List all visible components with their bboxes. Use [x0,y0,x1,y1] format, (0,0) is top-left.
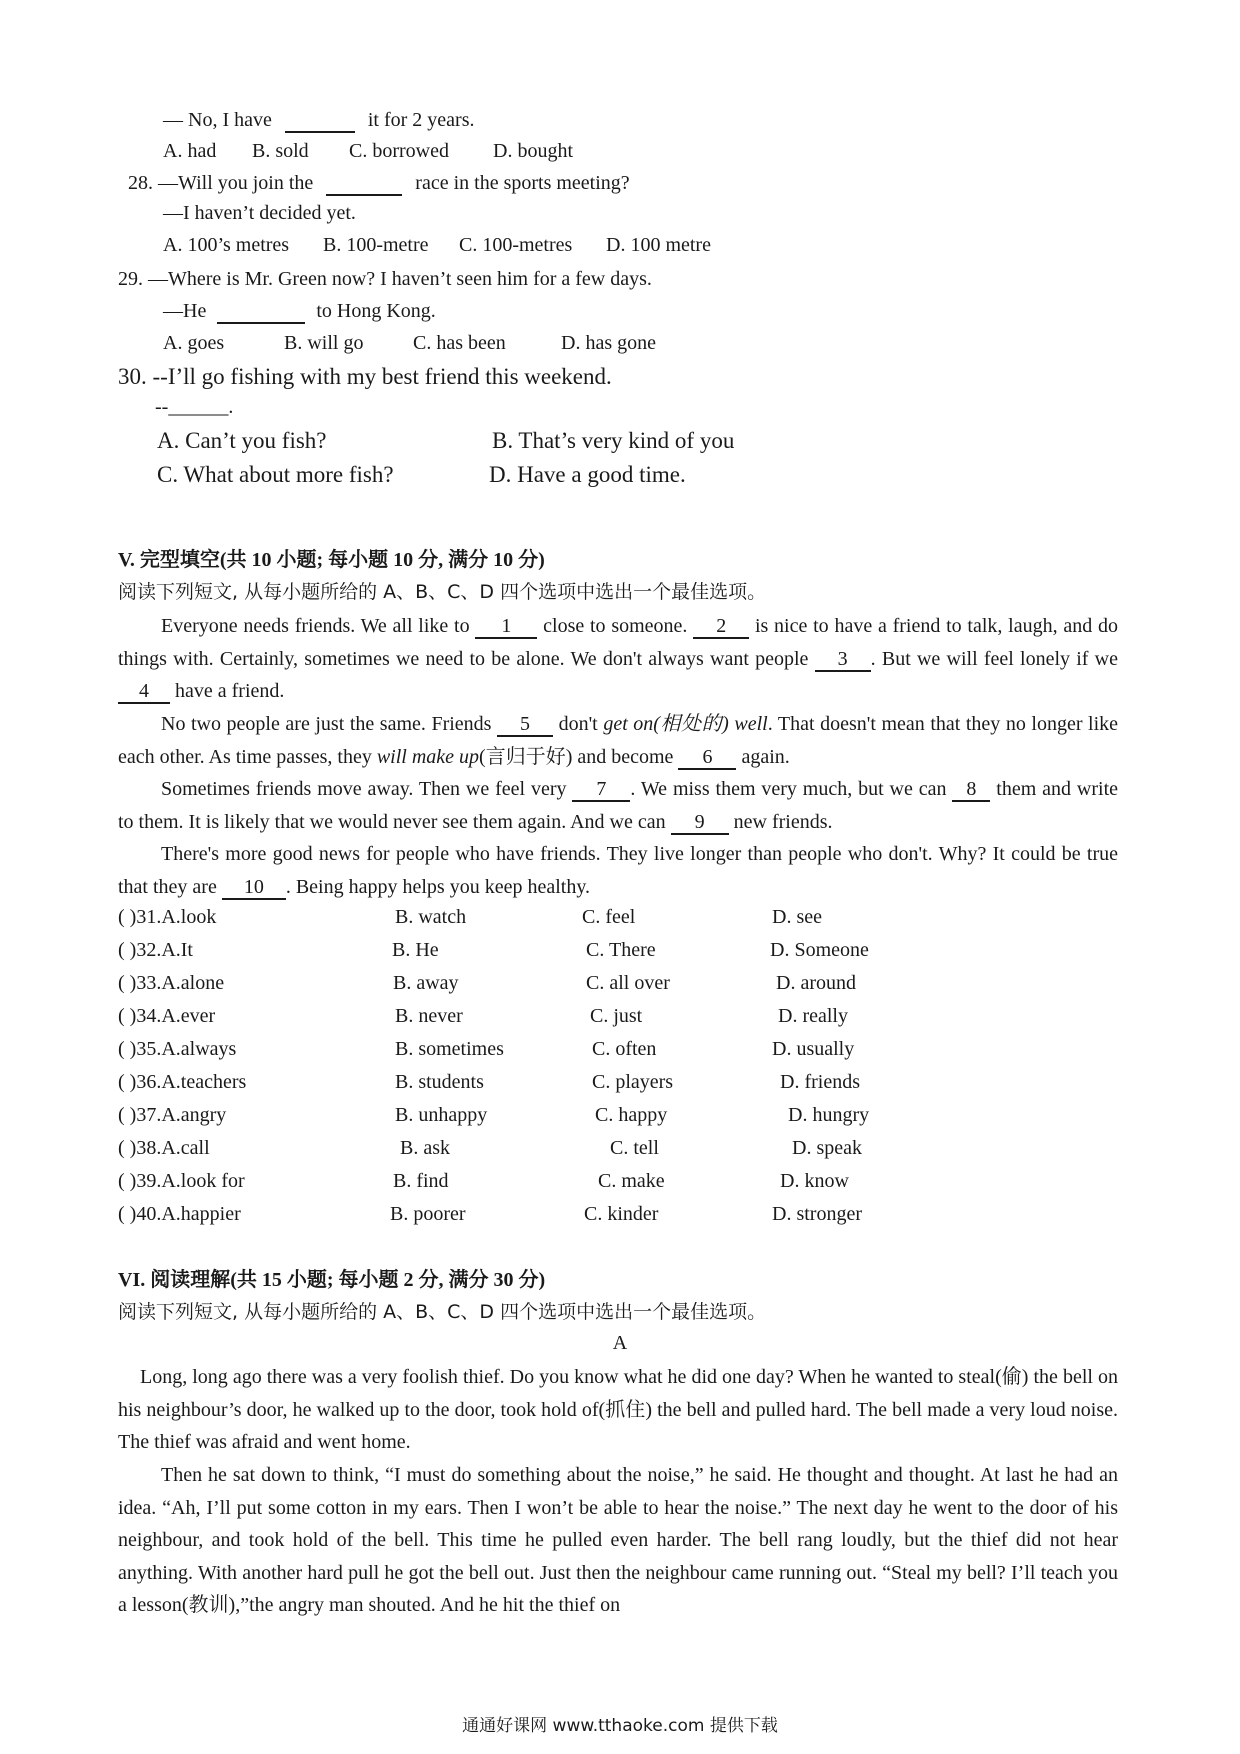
q28-option-b[interactable]: B. 100-metre [323,234,429,256]
question-35-a[interactable]: ( )35.A.always [118,1038,237,1060]
question-row-35 [118,1034,1018,1064]
q29-option-c[interactable]: C. has been [413,332,506,354]
question-37-c[interactable]: C. happy [595,1104,668,1126]
question-40-d[interactable]: D. stronger [772,1203,862,1225]
question-37-b[interactable]: B. unhappy [395,1104,488,1126]
question-31-c[interactable]: C. feel [582,906,636,928]
question-38-d[interactable]: D. speak [792,1137,862,1159]
question-33-a[interactable]: ( )33.A.alone [118,972,225,994]
q27-option-b[interactable]: B. sold [252,140,309,162]
q27-answer-line [163,105,475,135]
question-row-31 [118,902,1018,932]
q29-option-a[interactable]: A. goes [163,332,225,354]
question-32-b[interactable]: B. He [392,939,439,961]
cloze-paragraph-3: Sometimes friends move away. Then we feel very 7 . We miss them very much, but we can 8 them and write to them. It is likely that we would never see them again. And we can 9 new friends. [118,778,1119,833]
question-33-d[interactable]: D. around [776,972,856,994]
q29-options [163,328,763,358]
question-38-b[interactable]: B. ask [400,1137,450,1159]
question-36-b[interactable]: B. students [395,1071,484,1093]
q30-option-d[interactable]: D. Have a good time. [489,462,686,487]
q28-option-d[interactable]: D. 100 metre [606,234,711,256]
q30-option-c[interactable]: C. What about more fish? [157,462,394,487]
q28-blank[interactable] [326,172,402,196]
q28-reply: —I haven’t decided yet. [163,202,356,224]
question-32-d[interactable]: D. Someone [770,939,869,961]
question-row-40 [118,1199,1018,1229]
question-40-b[interactable]: B. poorer [390,1203,466,1225]
q30-reply: --______. [155,396,234,418]
q29-option-d[interactable]: D. has gone [561,332,656,354]
question-38-a[interactable]: ( )38.A.call [118,1137,210,1159]
question-row-38 [118,1133,1018,1163]
question-31-b[interactable]: B. watch [395,906,467,928]
question-33-b[interactable]: B. away [393,972,459,994]
reading-paragraph-2: Then he sat down to think, “I must do something about the noise,” he said. He thought and thought. At last he had an idea. “Ah, I’ll put some cotton in my ears. Then I won’t be able to hear the noise.” The next day he went to the door of his neighbour, and took hold of the bell. This time he pulled even harder. The bell rang loudly, but the thief did not hear anything. With another hard pull he got the bell out. Just then the neighbour came running out. “Steal my bell? I’ll teach you a lesson(教训),”the angry man shouted. And he hit the thief on [118,1464,1118,1616]
q28-prompt-prefix: 28. —Will you join the [128,172,314,194]
q27-option-a[interactable]: A. had [163,140,217,162]
q28-prompt-suffix: race in the sports meeting? [415,172,630,194]
q27-option-c[interactable]: C. borrowed [349,140,449,162]
q29-blank[interactable] [217,300,305,324]
question-39-a[interactable]: ( )39.A.look for [118,1170,245,1192]
q28-prompt [128,168,630,198]
q30-prompt: 30. --I’ll go fishing with my best friend this weekend. [118,364,612,389]
section6-instruction: 阅读下列短文, 从每小题所给的 A、B、C、D 四个选项中选出一个最佳选项。 [118,1301,767,1323]
q29-reply-prefix: —He [163,300,207,322]
question-34-a[interactable]: ( )34.A.ever [118,1005,216,1027]
q29-prompt: 29. —Where is Mr. Green now? I haven’t seen him for a few days. [118,268,652,290]
question-row-37 [118,1100,1018,1130]
question-33-c[interactable]: C. all over [586,972,670,994]
footer-source: 通通好课网 www.tthaoke.com 提供下载 [462,1716,778,1736]
question-row-36 [118,1067,1018,1097]
q28-option-a[interactable]: A. 100’s metres [163,234,290,256]
question-39-c[interactable]: C. make [598,1170,665,1192]
question-36-a[interactable]: ( )36.A.teachers [118,1071,247,1093]
question-31-a[interactable]: ( )31.A.look [118,906,217,928]
question-34-b[interactable]: B. never [395,1005,463,1027]
question-row-39 [118,1166,1018,1196]
q28-options [163,230,763,260]
cloze-blank-1[interactable]: 1 [475,615,537,639]
question-31-d[interactable]: D. see [772,906,822,928]
q29-reply [163,296,436,326]
q27-option-d[interactable]: D. bought [493,140,573,162]
section5-instruction: 阅读下列短文, 从每小题所给的 A、B、C、D 四个选项中选出一个最佳选项。 [118,581,767,603]
question-32-c[interactable]: C. There [586,939,656,961]
cloze-blank-2[interactable]: 2 [693,615,749,639]
q27-blank[interactable] [285,109,355,133]
q27-answer-prefix: — No, I have [163,109,272,131]
question-40-a[interactable]: ( )40.A.happier [118,1203,241,1225]
cloze-blank-4[interactable]: 4 [118,680,170,704]
cloze-paragraph-1: Everyone needs friends. We all like to 1 close to someone. 2 is nice to have a friend to talk, laugh, and do things with. Certainly, sometimes we need to be alone. We don't always want people 3 . But we will feel lonely if we 4 have a friend. [118,615,1119,702]
question-32-a[interactable]: ( )32.A.It [118,939,193,961]
q27-options [163,136,663,166]
q29-reply-suffix: to Hong Kong. [316,300,436,322]
cloze-blank-7[interactable]: 7 [572,778,630,802]
passage-title: A [612,1332,628,1354]
cloze-blank-8[interactable]: 8 [952,778,990,802]
question-row-34 [118,1001,1018,1031]
cloze-blank-3[interactable]: 3 [815,648,871,672]
reading-paragraph-1: Long, long ago there was a very foolish thief. Do you know what he did one day? When he wanted to steal(偷) the bell on his neighbour’s door, he walked up to the door, took hold of(抓住) the bell and pulled hard. The bell made a very loud noise. The thief was afraid and went home. [118,1366,1118,1453]
question-36-c[interactable]: C. players [592,1071,674,1093]
question-36-d[interactable]: D. friends [780,1071,860,1093]
cloze-paragraph-4: There's more good news for people who have friends. They live longer than people who don't. Why? It could be true that they are 10 . Being happy helps you keep healthy. [118,843,1118,898]
question-34-d[interactable]: D. really [778,1005,848,1027]
question-37-d[interactable]: D. hungry [788,1104,870,1126]
section5-heading: V. 完型填空(共 10 小题; 每小题 10 分, 满分 10 分) [118,549,545,571]
cloze-blank-6[interactable]: 6 [678,746,736,770]
question-37-a[interactable]: ( )37.A.angry [118,1104,227,1126]
section6-heading: VI. 阅读理解(共 15 小题; 每小题 2 分, 满分 30 分) [118,1269,546,1291]
question-38-c[interactable]: C. tell [610,1137,659,1159]
question-row-33 [118,968,1018,998]
question-34-c[interactable]: C. just [590,1005,643,1027]
question-40-c[interactable]: C. kinder [584,1203,659,1225]
q27-answer-suffix: it for 2 years. [367,109,475,131]
cloze-blank-5[interactable]: 5 [497,713,553,737]
q29-option-b[interactable]: B. will go [284,332,364,354]
question-39-b[interactable]: B. find [393,1170,449,1192]
q30-option-a[interactable]: A. Can’t you fish? [157,428,327,453]
question-35-d[interactable]: D. usually [772,1038,855,1060]
cloze-paragraph-2: No two people are just the same. Friends 5 don't get on(相处的) well. That doesn't mean that they no longer like each other. As time passes, they will make up(言归于好) and become 6 again. [118,713,1119,768]
cloze-blank-10[interactable]: 10 [222,876,286,900]
q30-option-b[interactable]: B. That’s very kind of you [492,428,735,453]
q28-option-c[interactable]: C. 100-metres [459,234,573,256]
question-row-32 [118,935,1018,965]
cloze-blank-9[interactable]: 9 [671,811,729,835]
question-39-d[interactable]: D. know [780,1170,849,1192]
question-35-b[interactable]: B. sometimes [395,1038,504,1060]
question-35-c[interactable]: C. often [592,1038,657,1060]
